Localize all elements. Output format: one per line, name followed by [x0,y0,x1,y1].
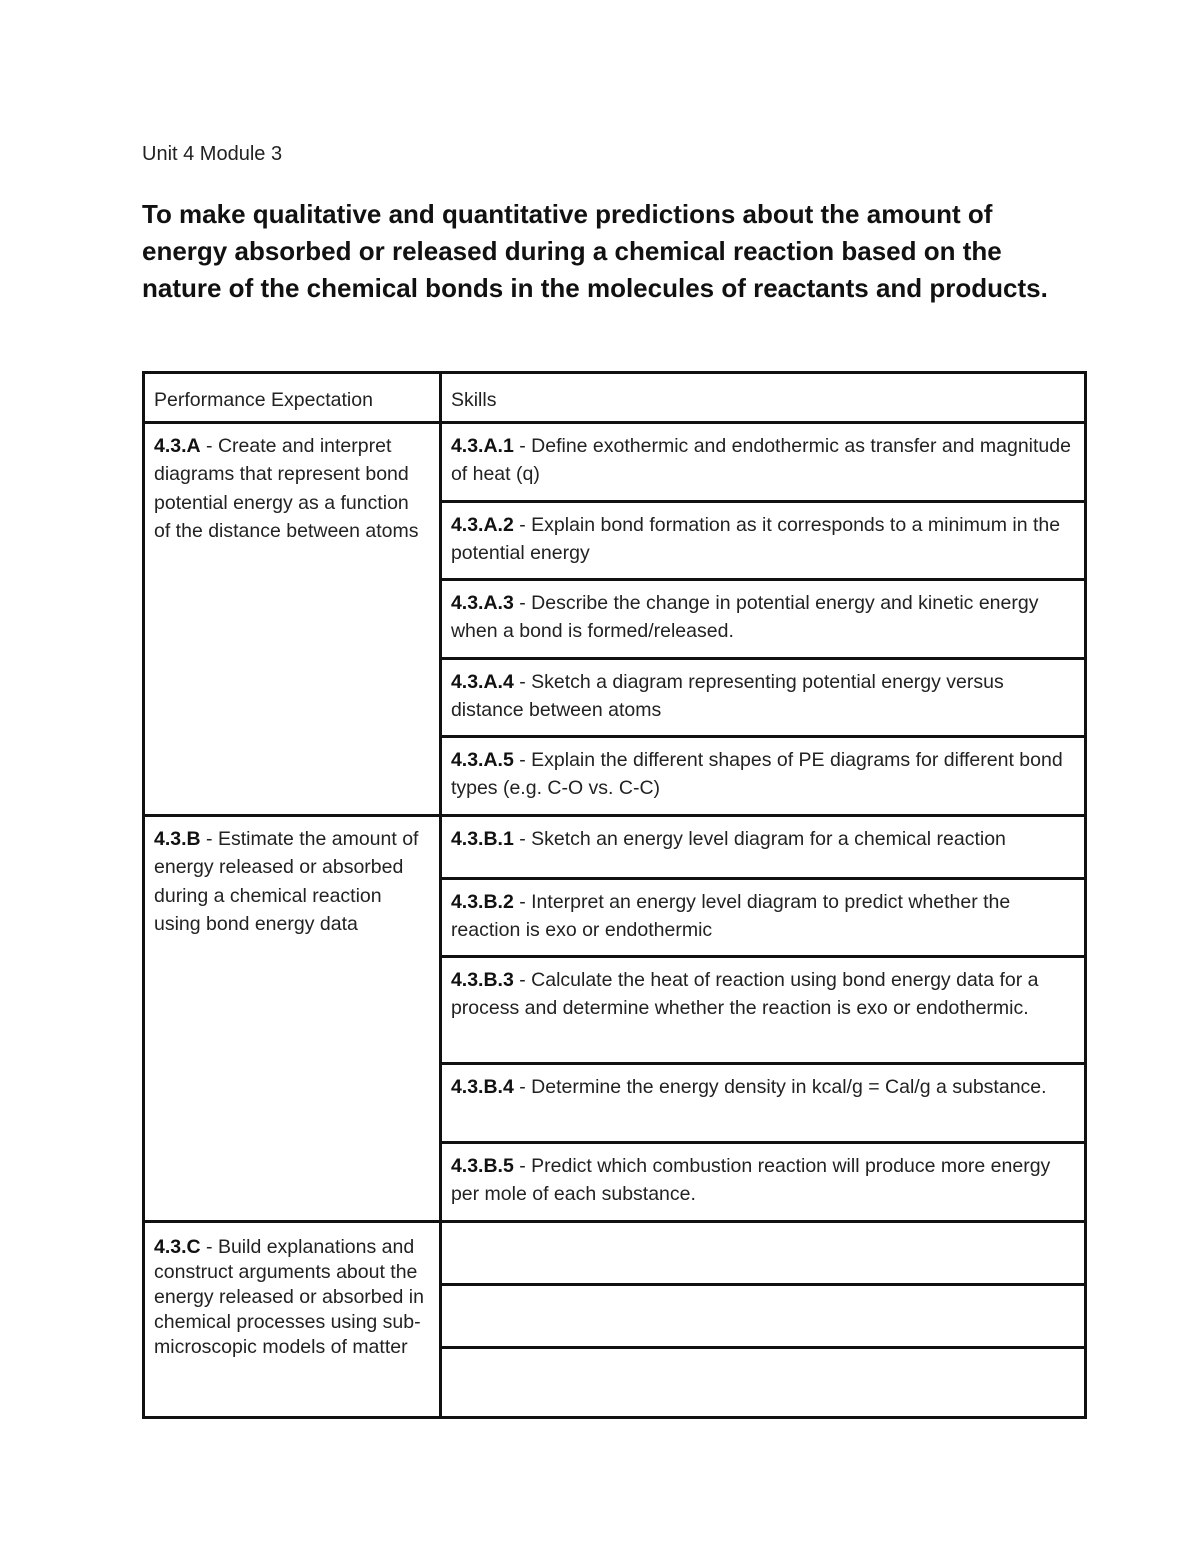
skill-cell [440,422,1085,501]
skill-cell [440,815,1085,878]
pe-cell-4-3-b [144,815,441,1221]
skill-code: 4.3.B.5 [450,1154,514,1177]
unit-module-label: Unit 4 Module 3 [142,143,283,165]
empty-skill-cell [440,1284,1085,1347]
skill-code: 4.3.B.3 [450,968,514,991]
skill-cell [440,658,1085,736]
pe-cell-4-3-c [144,1221,441,1417]
empty-skill-cell [440,1347,1085,1417]
skill-description: - Explain the different shapes of PE diagrams for different bond types (e.g. C-O vs. C-C) [450,748,1063,799]
pe-description: - Build explanations and construct arguments about the energy released or absorbed in chemical processes using sub-microscopic models of matter [154,1235,424,1358]
skill-description: - Explain bond formation as it corresponds to a minimum in the potential energy [450,513,1061,564]
skill-description: - Define exothermic and endothermic as transfer and magnitude of heat (q) [450,434,1071,485]
skill-code: 4.3.B.2 [450,890,514,913]
skill-cell [440,878,1085,956]
skill-description: - Predict which combustion reaction will produce more energy per mole of each substance. [450,1154,1051,1205]
skill-cell [440,579,1085,658]
skill-code: 4.3.B.1 [450,827,514,850]
pe-code: 4.3.C [154,1235,201,1258]
skill-cell [440,736,1085,815]
pe-description: - Estimate the amount of energy released or absorbed during a chemical reaction using bond energy data [154,827,419,935]
skill-code: 4.3.A.5 [450,748,514,771]
skill-code: 4.3.A.1 [450,434,514,457]
skill-description: - Interpret an energy level diagram to predict whether the reaction is exo or endothermic [450,890,1011,941]
pe-cell-4-3-a [144,422,441,815]
module-objective-heading: To make qualitative and quantitative predictions about the amount of energy absorbed or released during a chemical reaction based on the nature of the chemical bonds in the molecules of reactants and products. [142,199,1048,303]
skill-cell [440,1063,1085,1142]
skill-description: - Calculate the heat of reaction using bond energy data for a process and determine whether the reaction is exo or endothermic. [450,968,1039,1019]
skill-code: 4.3.A.3 [450,591,514,614]
skill-code: 4.3.B.4 [450,1075,514,1098]
skill-description: - Sketch a diagram representing potential energy versus distance between atoms [450,670,1004,721]
skill-cell [440,956,1085,1063]
skill-code: 4.3.A.2 [450,513,514,536]
header-skills: Skills [440,373,1085,423]
skill-cell [440,1142,1085,1221]
table-header-row [144,373,1086,423]
skill-description: - Sketch an energy level diagram for a chemical reaction [513,827,1006,850]
table-row [144,815,1086,878]
header-performance-expectation: Performance Expectation [144,373,441,423]
skill-description: - Describe the change in potential energy and kinetic energy when a bond is formed/released. [450,591,1039,642]
pe-code: 4.3.A [154,434,201,457]
pe-description: - Create and interpret diagrams that represent bond potential energy as a function of the distance between atoms [154,434,419,542]
table-row [144,1221,1086,1284]
table-row [144,422,1086,501]
skill-code: 4.3.A.4 [450,670,514,693]
empty-skill-cell [440,1221,1085,1284]
performance-expectations-table [142,371,1087,1419]
skill-description: - Determine the energy density in kcal/g = Cal/g a substance. [513,1075,1047,1098]
skill-cell [440,501,1085,579]
pe-code: 4.3.B [154,827,201,850]
